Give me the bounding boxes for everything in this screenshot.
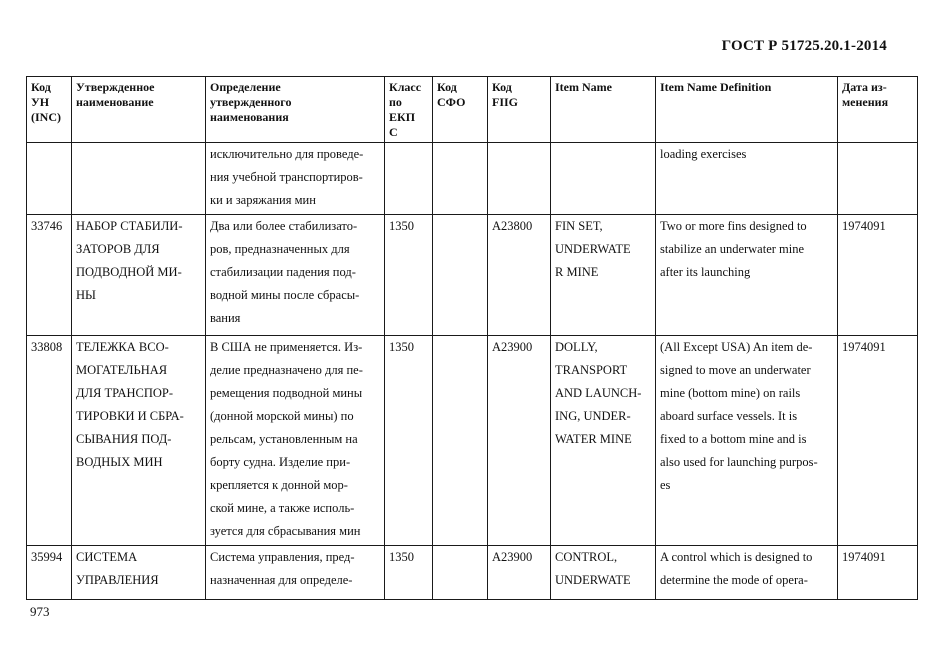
cell-line: крепляется к донной мор- [210,478,348,492]
header-line: ЕКП [389,110,416,124]
cell-line: ТЕЛЕЖКА ВСО- [76,340,169,354]
header-line: Код [437,80,457,94]
cell-line: UNDERWATE [555,242,631,256]
table-row [27,215,918,336]
cell-line: ской мине, а также исполь- [210,501,355,515]
header-line: УН [31,95,50,109]
cell-line: R MINE [555,265,599,279]
document-title: ГОСТ Р 51725.20.1-2014 [721,38,887,54]
cell-line: Система управления, пред- [210,550,355,564]
cell-line: DOLLY, [555,340,598,354]
cell-date: 1974091 [838,215,918,336]
cell-inc: 33808 [27,336,72,546]
cell-line: борту судна. Изделие при- [210,455,351,469]
cell-line: НЫ [76,288,96,302]
cell-item-definition [656,215,838,336]
cell-name [72,143,206,215]
cell-line: FIN SET, [555,219,603,233]
header-line: наименования [210,110,289,124]
cell-sfo [433,215,488,336]
header-item-definition [656,77,838,143]
header-line: Утвержденное [76,80,155,94]
cell-item-definition [656,546,838,600]
cell-line: стабилизации падения под- [210,265,356,279]
cell-line: водной мины после сбрасы- [210,288,360,302]
header-line: Код [31,80,51,94]
cell-line: (All Except USA) An item de- [660,340,813,354]
cell-fiig: A23800 [488,215,551,336]
cell-line: вания [210,311,241,325]
header-line: Item Name [555,80,612,94]
cell-class: 1350 [385,215,433,336]
header-line: (INC) [31,110,61,124]
cell-line: after its launching [660,265,751,279]
cell-line: МОГАТЕЛЬНАЯ [76,363,168,377]
header-date [838,77,918,143]
cell-line: aboard surface vessels. It is [660,409,798,423]
cell-date [838,143,918,215]
cell-class: 1350 [385,546,433,600]
header-fiig [488,77,551,143]
cell-date: 1974091 [838,336,918,546]
table-row [27,143,918,215]
header-sfo [433,77,488,143]
header-line: Дата из- [842,80,887,94]
cell-line: ДЛЯ ТРАНСПОР- [76,386,174,400]
cell-line: ВОДНЫХ МИН [76,455,163,469]
cell-line: TRANSPORT [555,363,628,377]
header-line: FIIG [492,95,519,109]
table-row [27,336,918,546]
cell-line: Два или более стабилизато- [210,219,358,233]
cell-line: ния учебной транспортиров- [210,170,363,184]
cell-line: A control which is designed to [660,550,813,564]
header-definition [206,77,385,143]
cell-line: В США не применяется. Из- [210,340,363,354]
cell-line: CONTROL, [555,550,618,564]
cell-sfo [433,143,488,215]
cell-line: ТИРОВКИ И СБРА- [76,409,184,423]
cell-sfo [433,336,488,546]
cell-fiig [488,143,551,215]
cell-item-name [551,143,656,215]
cell-line: исключительно для проведе- [210,147,364,161]
cell-inc: 33746 [27,215,72,336]
header-line: менения [842,95,889,109]
cell-item-name [551,215,656,336]
header-line: утвержденного [210,95,292,109]
cell-item-name [551,336,656,546]
header-line: Item Name Definition [660,80,772,94]
cell-item-definition [656,143,838,215]
header-inc [27,77,72,143]
cell-line: mine (bottom mine) on rails [660,386,801,400]
cell-line: рельсам, установленным на [210,432,358,446]
header-name [72,77,206,143]
cell-name [72,336,206,546]
gost-table [26,76,918,600]
cell-line: УПРАВЛЕНИЯ [76,573,159,587]
table-body [27,143,918,600]
cell-inc [27,143,72,215]
cell-line: ПОДВОДНОЙ МИ- [76,265,182,279]
header-line: наименование [76,95,154,109]
cell-name [72,215,206,336]
cell-line: зуется для сбрасывания мин [210,524,361,538]
cell-line: ING, UNDER- [555,409,631,423]
cell-line: determine the mode of opera- [660,573,808,587]
cell-definition [206,143,385,215]
cell-inc: 35994 [27,546,72,600]
cell-item-name [551,546,656,600]
cell-class [385,143,433,215]
cell-line: СЫВАНИЯ ПОД- [76,432,172,446]
cell-definition [206,336,385,546]
cell-fiig: A23900 [488,546,551,600]
table-row [27,546,918,600]
cell-item-definition [656,336,838,546]
cell-line: fixed to a bottom mine and is [660,432,807,446]
cell-line: (донной морской мины) по [210,409,354,423]
cell-sfo [433,546,488,600]
cell-line: ров, предназначенных для [210,242,350,256]
header-line: Класс [389,80,422,94]
header-line: Код [492,80,512,94]
cell-line: Two or more fins designed to [660,219,807,233]
cell-name [72,546,206,600]
cell-line: signed to move an underwater [660,363,811,377]
table-header-row [27,77,918,143]
header-line: Определение [210,80,281,94]
header-line: СФО [437,95,466,109]
cell-line: ЗАТОРОВ ДЛЯ [76,242,160,256]
cell-line: делие предназначено для пе- [210,363,363,377]
cell-line: AND LAUNCH- [555,386,642,400]
cell-line: stabilize an underwater mine [660,242,805,256]
cell-line: ремещения подводной мины [210,386,363,400]
header-line: по [389,95,402,109]
cell-definition [206,215,385,336]
cell-line: es [660,478,671,492]
cell-class: 1350 [385,336,433,546]
page-number: 973 [30,604,50,619]
cell-line: also used for launching purpos- [660,455,818,469]
cell-line: loading exercises [660,147,747,161]
cell-definition [206,546,385,600]
cell-line: ки и заряжания мин [210,193,316,207]
header-item-name [551,77,656,143]
cell-line: назначенная для определе- [210,573,353,587]
cell-line: НАБОР СТАБИЛИ- [76,219,183,233]
cell-line: СИСТЕМА [76,550,138,564]
cell-fiig: A23900 [488,336,551,546]
cell-line: UNDERWATE [555,573,631,587]
cell-line: WATER MINE [555,432,632,446]
header-line: С [389,125,398,139]
cell-date: 1974091 [838,546,918,600]
header-class [385,77,433,143]
